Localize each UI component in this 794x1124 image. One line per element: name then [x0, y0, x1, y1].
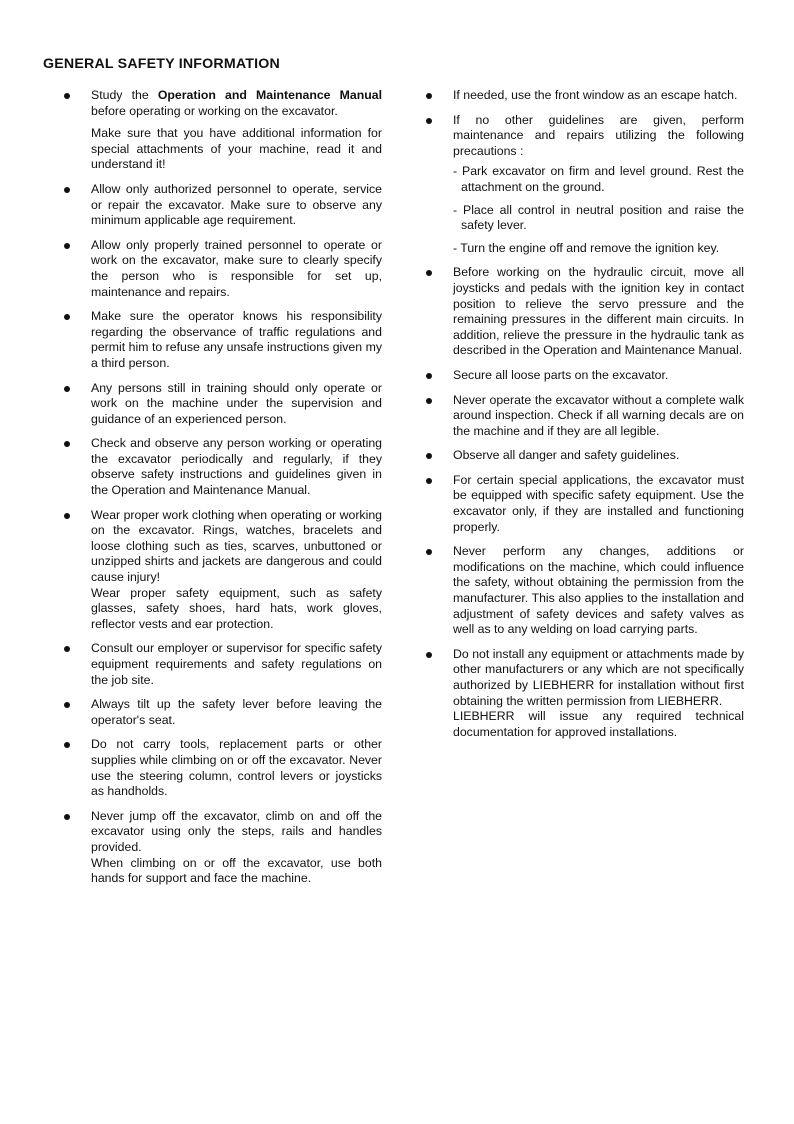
right-column [426, 88, 744, 749]
list-item: If needed, use the front window as an escape hatch. [426, 88, 744, 104]
bullet-icon [426, 93, 432, 99]
bullet-icon [426, 478, 432, 484]
list-item: If no other guidelines are given, perform maintenance and repairs utilizing the following precautions : - Park excavator on firm and level ground. Rest the attachment on the ground. - Place all control in neutral position and raise the safety lever. - Turn the engine off and remove the ignition key. [426, 113, 744, 257]
bullet-icon [426, 453, 432, 459]
list-item: Before working on the hydraulic circuit, move all joysticks and pedals with the ignition key in contact position to relieve the servo pressure and the remaining pressures in the different main circuits. In addition, relieve the pressure in the hydraulic tank as described in the Operation and Maintenance Manual. [426, 265, 744, 359]
list-item: Always tilt up the safety lever before leaving the operator's seat. [64, 697, 382, 728]
bullet-icon [64, 93, 70, 99]
sub-item: - Turn the engine off and remove the ignition key. [453, 240, 720, 255]
list-item: Consult our employer or supervisor for specific safety equipment requirements and safety regulations on the job site. [64, 641, 382, 688]
list-item: Any persons still in training should only operate or work on the machine under the supervision and guidance of an experienced person. [64, 381, 382, 428]
list-item: Never jump off the excavator, climb on and off the excavator using only the steps, rails and handles provided. When climbing on or off the excavator, use both hands for support and face the machine. [64, 809, 382, 887]
bullet-icon [426, 373, 432, 379]
bullet-icon [64, 742, 70, 748]
left-column [64, 88, 382, 896]
bullet-icon [426, 398, 432, 404]
list-item: Never operate the excavator without a complete walk around inspection. Check if all warning decals are on the machine and if they are all legible. [426, 393, 744, 440]
sub-item: - Place all control in neutral position and raise the safety lever. [453, 202, 744, 233]
bullet-icon [426, 652, 432, 658]
list-item: Secure all loose parts on the excavator. [426, 368, 744, 384]
list-item: Do not carry tools, replacement parts or other supplies while climbing on or off the excavator. Never use the steering column, control levers or joysticks as handholds. [64, 737, 382, 799]
sub-item: - Park excavator on firm and level ground. Rest the attachment on the ground. [453, 164, 744, 194]
list-item: Observe all danger and safety guidelines. [426, 448, 744, 464]
list-item: Never perform any changes, additions or modifications on the machine, which could influence the safety, without obtaining the permission from the manufacturer. This also applies to the installation and adjustment of safety devices and safety valves as well as to any welding on load carrying parts. [426, 544, 744, 638]
bullet-icon [64, 187, 70, 193]
list-item: Study the Operation and Maintenance Manual before operating or working on the excavator. Make sure that you have additional information for special attachments of your machine, read it and understand it! [64, 88, 382, 173]
bullet-icon [64, 314, 70, 320]
bullet-icon [64, 386, 70, 392]
list-item: Allow only properly trained personnel to operate or work on the excavator, make sure to clearly specify the person who is responsible for set up, maintenance and repairs. [64, 238, 382, 300]
list-item: Do not install any equipment or attachments made by other manufacturers or any which are not specifically authorized by LIEBHERR for installation without first obtaining the written permission from LIEBHERR. LIEBHERR will issue any required technical documentation for approved installations. [426, 647, 744, 741]
bullet-icon [64, 513, 70, 519]
page-title: GENERAL SAFETY INFORMATION [43, 56, 280, 72]
bullet-icon [64, 243, 70, 249]
list-item: Make sure the operator knows his responsibility regarding the observance of traffic regulations and permit him to refuse any unsafe instructions given my a third person. [64, 309, 382, 371]
list-item: Wear proper work clothing when operating or working on the excavator. Rings, watches, bracelets and loose clothing such as ties, scarves, unbuttoned or unzipped shirts and jackets are dangerous and could cause injury! Wear proper safety equipment, such as safety glasses, safety shoes, hard hats, work gloves, reflector vests and ear protection. [64, 508, 382, 633]
list-item: Allow only authorized personnel to operate, service or repair the excavator. Make sure to observe any minimum applicable age requirement. [64, 182, 382, 229]
bullet-icon [64, 441, 70, 447]
bullet-icon [426, 549, 432, 555]
bullet-icon [426, 270, 432, 276]
list-item: For certain special applications, the excavator must be equipped with specific safety equipment. Use the excavator only, if they are installed and functioning properly. [426, 473, 744, 535]
list-item: Check and observe any person working or operating the excavator periodically and regularly, if they observe safety instructions and guidelines given in the Operation and Maintenance Manual. [64, 436, 382, 498]
bullet-icon [64, 646, 70, 652]
manual-title: Operation and Maintenance Manual [157, 88, 382, 102]
bullet-icon [426, 118, 432, 124]
bullet-icon [64, 702, 70, 708]
bullet-icon [64, 814, 70, 820]
